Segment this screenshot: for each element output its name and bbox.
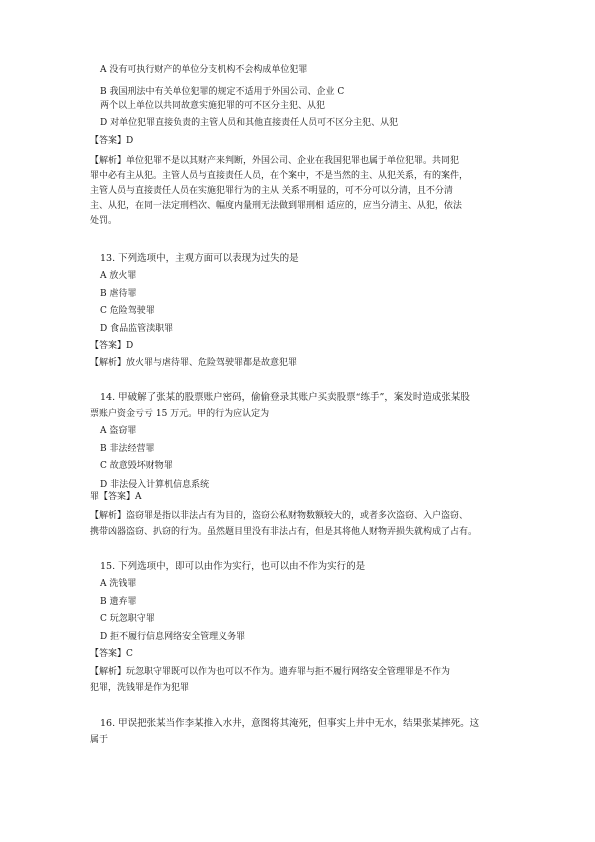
q14-option-a: A 盗窃罪 <box>100 426 137 436</box>
q13-analysis-line: 【解析】放火罪与虐待罪、危险驾驶罪都是故意犯罪 <box>90 358 298 368</box>
q13-option-c: C 危险驾驶罪 <box>100 306 155 316</box>
q14-option-d: D 非法侵入计算机信息系统 <box>100 480 210 490</box>
q16-question-line: 属于 <box>90 735 109 745</box>
q14-analysis-line: 【解析】盗窃罪是指以非法占有为目的，盗窃公私财物数额较大的，或者多次盗窃、入户盗窃、 <box>90 511 469 521</box>
q13-option-b: B 虐待罪 <box>100 289 137 299</box>
q15-option-b: B 遗弃罪 <box>100 597 137 607</box>
q12-analysis-line: 处罚。 <box>90 216 118 226</box>
q14-question-line: 票账户资金亏亏 15 万元。甲的行为应认定为 <box>90 409 270 419</box>
q15-analysis-line: 【解析】玩忽职守罪既可以作为也可以不作为。遗弃罪与拒不履行网络安全管理罪是不作为 <box>90 667 451 677</box>
q15-option-a: A 洗钱罪 <box>100 579 137 589</box>
q12-answer: 【答案】D <box>90 136 134 146</box>
q13-option-d: D 食品监管渎职罪 <box>100 324 174 334</box>
q15-question: 15. 下列选项中，即可以由作为实行，也可以由不作为实行的是 <box>100 561 366 572</box>
q13-answer: 【答案】D <box>90 341 134 351</box>
q12-analysis-line: 主管人员与直接责任人员在实施犯罪行为的主从 关系不明显的，可不分可以分清，且不分清 <box>90 186 453 196</box>
q12-option-d: D 对单位犯罪直接负责的主管人员和其他直接责任人员可不区分主犯、从犯 <box>100 118 399 128</box>
q15-option-d: D 拒不履行信息网络安全管理义务罪 <box>100 632 246 642</box>
q12-analysis-line: 罪中必有主从犯。主管人员与直接责任人员，在个案中，不是当然的主、从犯关系，有的案件， <box>90 171 469 181</box>
q16-question-line: 16. 甲误把张某当作李某推入水井，意图将其淹死，但事实上井中无水，结果张某摔死。这 <box>100 718 480 729</box>
q14-answer: 罪【答案】A <box>90 492 142 502</box>
q12-analysis-line: 【解析】单位犯罪不是以其财产来判断，外国公司、企业在我国犯罪也属于单位犯罪。共同犯 <box>90 156 460 166</box>
q15-analysis-line: 犯罪，洗钱罪是作为犯罪 <box>90 683 190 693</box>
q12-option-b: B 我国刑法中有关单位犯罪的规定不适用于外国公司、企业 C <box>100 87 345 97</box>
q15-option-c: C 玩忽职守罪 <box>100 614 155 624</box>
q14-option-b: B 非法经营罪 <box>100 444 155 454</box>
q14-option-c: C 故意毁坏财物罪 <box>100 461 173 471</box>
q14-question-line: 14. 甲破解了张某的股票账户密码，偷偷登录其账户买卖股票“练手”，案发时造成张某股 <box>100 392 470 403</box>
q12-option-c: 两个以上单位以共同故意实施犯罪的可不区分主犯、从犯 <box>100 101 326 111</box>
q14-analysis-line: 携带凶器盗窃、扒窃的行为。虽然题目里没有非法占有，但是其将他人财物弄损失就构成了占有。 <box>90 527 478 537</box>
q12-analysis-line: 主、从犯，在同一法定刑档次、幅度内量刑无法做到罪刑相 适应的，应当分清主、从犯，依法 <box>90 201 462 211</box>
q12-option-a: A 没有可执行财产的单位分支机构不会构成单位犯罪 <box>100 65 308 75</box>
q13-question: 13. 下列选项中，主观方面可以表现为过失的是 <box>100 253 299 264</box>
q13-option-a: A 放火罪 <box>100 271 137 281</box>
q15-answer: 【答案】C <box>90 649 133 659</box>
